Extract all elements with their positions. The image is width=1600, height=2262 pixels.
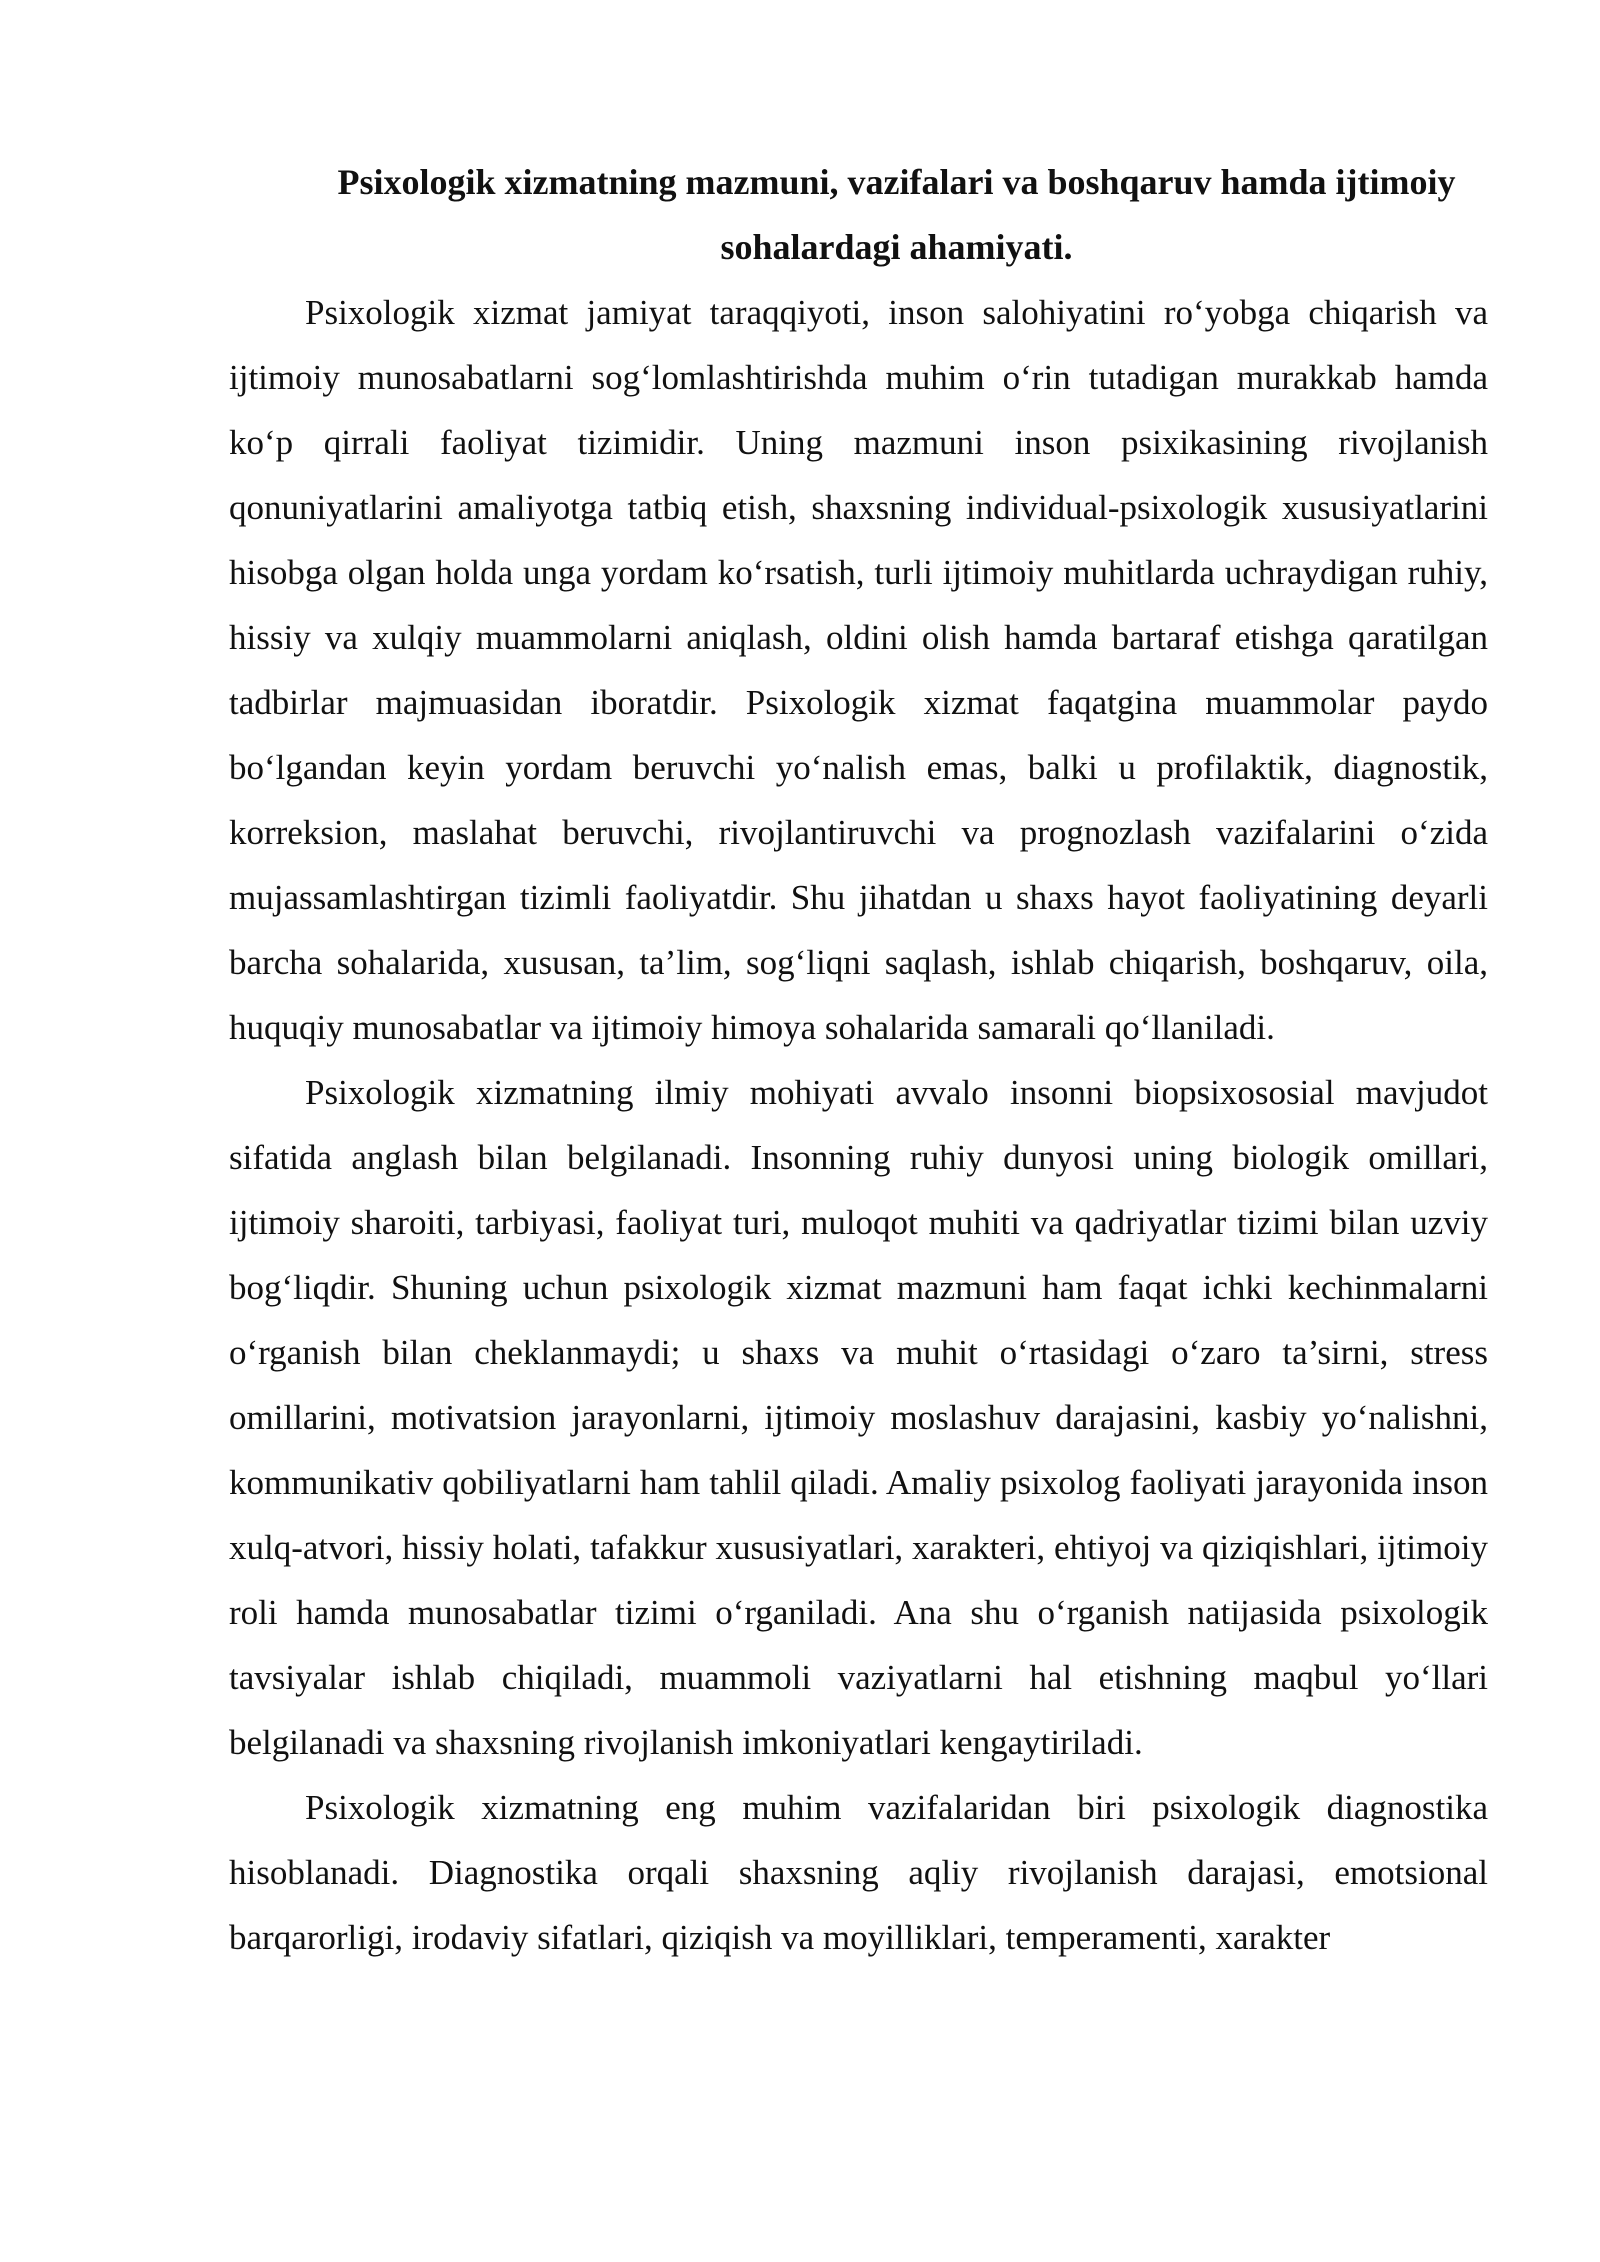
- title-line-2: sohalardagi ahamiyati.: [720, 227, 1073, 267]
- document-title: [229, 150, 1488, 280]
- document-body: [229, 150, 1488, 1970]
- paragraph-2: Psixologik xizmatning ilmiy mohiyati avvalo insonni biopsixososial mavjudot sifatida anglash bilan belgilanadi. Insonning ruhiy dunyosi uning biologik omillari, ijtimoiy sharoiti, tarbiyasi, faoliyat turi, muloqot muhiti va qadriyatlar tizimi bilan uzviy bog‘liqdir. Shuning uchun psixologik xizmat mazmuni ham faqat ichki kechinmalarni o‘rganish bilan cheklanmaydi; u shaxs va muhit o‘rtasidagi o‘zaro ta’sirni, stress omillarini, motivatsion jarayonlarni, ijtimoiy moslashuv darajasini, kasbiy yo‘nalishni, kommunikativ qobiliyatlarni ham tahlil qiladi. Amaliy psixolog faoliyati jarayonida inson xulq-atvori, hissiy holati, tafakkur xususiyatlari, xarakteri, ehtiyoj va qiziqishlari, ijtimoiy roli hamda munosabatlar tizimi o‘rganiladi. Ana shu o‘rganish natijasida psixologik tavsiyalar ishlab chiqiladi, muammoli vaziyatlarni hal etishning maqbul yo‘llari belgilanadi va shaxsning rivojlanish imkoniyatlari kengaytiriladi.: [229, 1073, 1488, 1762]
- paragraph-1: Psixologik xizmat jamiyat taraqqiyoti, inson salohiyatini ro‘yobga chiqarish va ijtimoiy munosabatlarni sog‘lomlashtirishda muhim o‘rin tutadigan murakkab hamda ko‘p qirrali faoliyat tizimidir. Uning mazmuni inson psixikasining rivojlanish qonuniyatlarini amaliyotga tatbiq etish, shaxsning individual-psixologik xususiyatlarini hisobga olgan holda unga yordam ko‘rsatish, turli ijtimoiy muhitlarda uchraydigan ruhiy, hissiy va xulqiy muammolarni aniqlash, oldini olish hamda bartaraf etishga qaratilgan tadbirlar majmuasidan iboratdir. Psixologik xizmat faqatgina muammolar paydo bo‘lgandan keyin yordam beruvchi yo‘nalish emas, balki u profilaktik, diagnostik, korreksion, maslahat beruvchi, rivojlantiruvchi va prognozlash vazifalarini o‘zida mujassamlashtirgan tizimli faoliyatdir. Shu jihatdan u shaxs hayot faoliyatining deyarli barcha sohalarida, xususan, ta’lim, sog‘liqni saqlash, ishlab chiqarish, boshqaruv, oila, huquqiy munosabatlar va ijtimoiy himoya sohalarida samarali qo‘llaniladi.: [229, 293, 1488, 1047]
- title-line-1: Psixologik xizmatning mazmuni, vazifalari va boshqaruv hamda ijtimoiy: [337, 162, 1456, 202]
- paragraph-3: Psixologik xizmatning eng muhim vazifalaridan biri psixologik diagnostika hisoblanadi. Diagnostika orqali shaxsning aqliy rivojlanish darajasi, emotsional barqarorligi, irodaviy sifatlari, qiziqish va moyilliklari, temperamenti, xarakter: [229, 1788, 1488, 1957]
